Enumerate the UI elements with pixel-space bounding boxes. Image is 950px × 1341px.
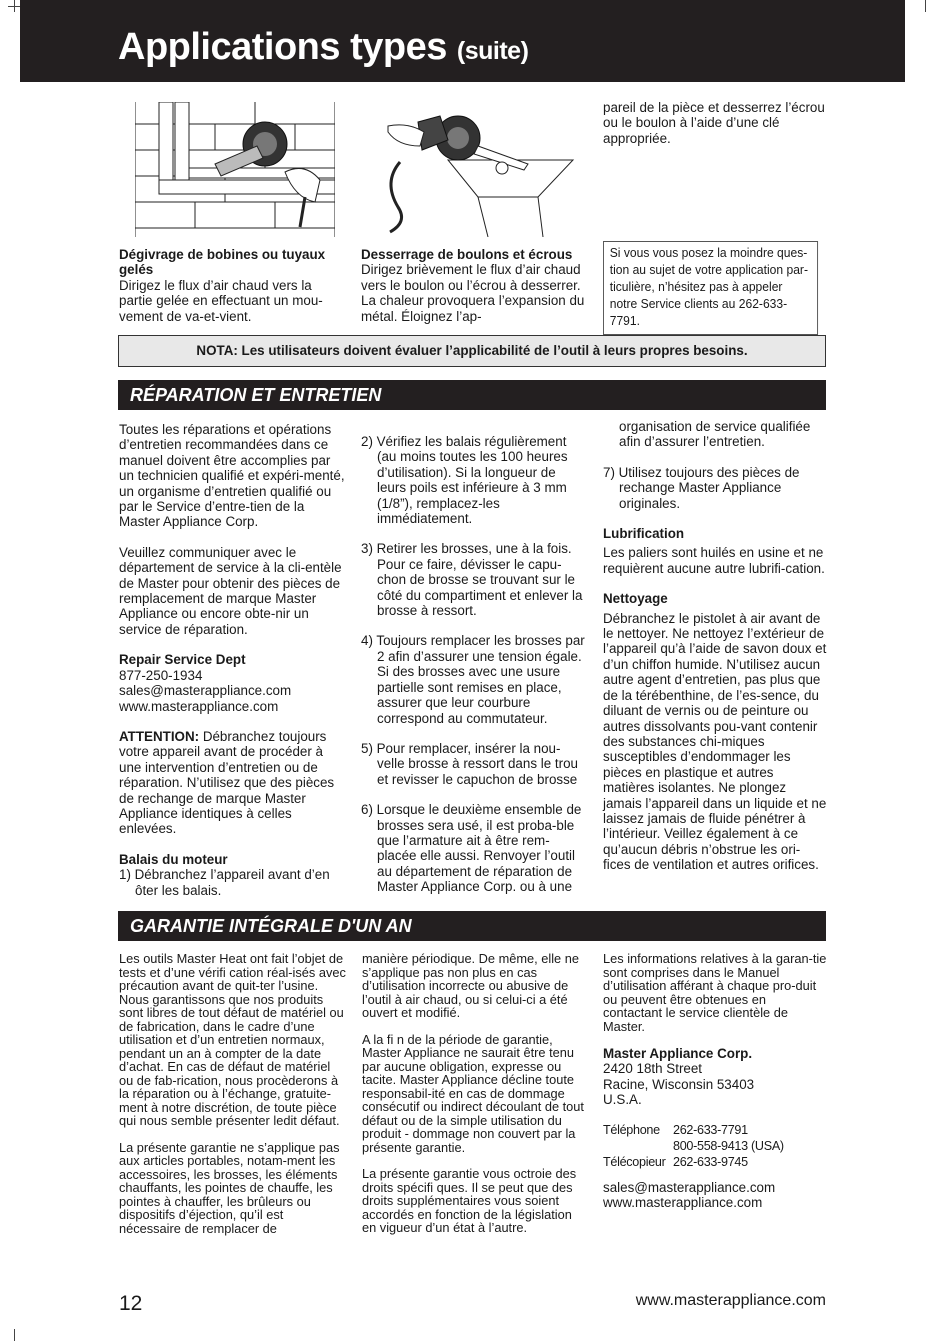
illustration-frozen-pipe — [135, 102, 335, 237]
illustration-loosen-bolt — [378, 102, 588, 237]
loosen-bolt-heading: Desserrage de boulons et écrous — [361, 247, 573, 262]
brushes-step-3: 3) Retirer les brosses, une à la fois. Pour ce faire, dévisser le capu-chon de brosse se trouvant sur le côté du compartiment et enlever la brosse à ressort. — [361, 541, 583, 619]
brushes-step-2: 2) Vérifiez les balais régulièrement (au moins toutes les 100 heures d’utilisation). Si la longueur de leurs poils est inférieure à 3 mm (1/8”), remplacez-les immédiatement. — [361, 434, 568, 527]
repair-section-title: RÉPARATION ET ENTRETIEN — [130, 385, 382, 405]
loosen-bolt-drawing — [378, 102, 588, 237]
frozen-pipe-heading: Dégivrage de bobines ou tuyaux gelés — [119, 247, 326, 278]
phone-label: Téléphone — [603, 1122, 660, 1137]
fax-label: Télécopieur — [603, 1154, 666, 1169]
phone-table — [603, 1122, 827, 1172]
brushes-step-1: 1) Débranchez l’appareil avant d’en ôter les balais. — [119, 867, 330, 898]
brushes-step-6-continued: organisation de service qualifiée afin d’assurer l’entretien. — [619, 419, 811, 450]
crop-mark — [14, 0, 15, 12]
frozen-pipe-section — [119, 247, 344, 324]
company-address — [603, 1061, 827, 1107]
repair-dept-phone: 877-250-1934 — [119, 667, 203, 683]
title-text: Applications types — [118, 26, 447, 68]
repair-column-1 — [119, 422, 347, 898]
lubrication-title: Lubrification — [603, 526, 685, 542]
page-title — [118, 26, 528, 69]
repair-dept-title: Repair Service Dept — [119, 652, 246, 668]
brushes-step-6: 6) Lorsque le deuxième ensemble de brosses sera usé, il est proba-ble que l’armature ait à être rem-placée elle aussi. Renvoyer l’outil au département de réparation de Master Appliance Corp. ou à une — [361, 802, 582, 895]
frozen-pipe-text: Dirigez le flux d’air chaud vers la partie gelée en effectuant un mou-vement de va-et-vient. — [119, 277, 323, 324]
lubrication-text: Les paliers sont huilés en usine et ne requièrent aucune autre lubrifi-cation. — [603, 545, 825, 576]
crop-mark — [925, 0, 926, 12]
address-line-3: U.S.A. — [603, 1092, 642, 1108]
title-suite: (suite) — [456, 37, 529, 65]
repair-column-3 — [603, 419, 827, 873]
warranty-coverage: Les outils Master Heat ont fait l’objet de tests et d’une vérifi cation réal-isés avec précaution avant de quit-ter l’usine. Nous garantissons que nos produits sont libres de tout défaut de matériel ou de fabrication, dans le cadre d’une utilisation et d’un entretien normaux, pendant un an à compter de la date d’achat. En cas de défaut de matériel ou de fab-rication, nous procèderons à la réparation ou à l’échange, gratuite-ment à notre discrétion, de toute pièce qui nous semble présenter ledit défaut. — [119, 951, 346, 1128]
loosen-bolt-continued: pareil de la pièce et desserrez l’écrou ou le boulon à l’aide d’une clé appropriée. — [603, 100, 825, 146]
warranty-rights: La présente garantie vous octroie des droits spécifi ques. Il se peut que des droits supplémentaires vous soient accordés en fonction de la législation en vigueur d’un état à l’autre. — [362, 1166, 577, 1235]
repair-dept-email: sales@masterappliance.com — [119, 683, 292, 699]
footer-url: www.masterappliance.com — [635, 1292, 826, 1309]
address-line-1: 2420 18th Street — [603, 1061, 703, 1077]
fax-number: 262-633-9745 — [673, 1154, 748, 1169]
brushes-step-4: 4) Toujours remplacer les brosses par 2 afin d’assurer une tension égale. Si des brosses avec une usure partielle sont remises en place, assurer que leur courbure correspond au commutateur. — [361, 633, 585, 726]
frozen-pipe-drawing — [135, 102, 335, 237]
brushes-step-7: 7) Utilisez toujours des pièces de rechange Master Appliance originales. — [603, 464, 800, 511]
repair-dept-web: www.masterappliance.com — [119, 698, 279, 714]
attention-label: ATTENTION: — [119, 728, 200, 744]
warranty-exclusions: La présente garantie ne s’applique pas aux articles portables, notam-ment les accessoires, les brosses, les éléments chauffants, les pointes de chauffe, les pointes à chauffer, les brûleurs ou dispositifs d’éjection, qu’il est nécessaire de remplacer de — [119, 1139, 340, 1236]
company-contact — [603, 1180, 827, 1211]
warranty-section-header — [118, 911, 826, 941]
attention-text: Débranchez toujours votre appareil avant de procéder à une intervention d’entretien ou de réparation. N’utilisez que des pièces de rechange de marque Master Appliance identiques à celles enlevées. — [119, 728, 335, 837]
warranty-column-2 — [362, 952, 587, 1235]
cleaning-text: Débranchez le pistolet à air avant de le nettoyer. Ne nettoyez l’extérieur de l’appareil qu’à l’aide de savon doux et d’un chiffon humide. N’utilisez aucun autre agent d’entretien, pas plus que de la térébenthine, de l’es-sence, du diluant de vernis ou de peinture ou autres dissolvants pou-vant contenir des substances chi-miques susceptibles d’endommager les pièces en plastique et autres matières isolantes. Ne plongez jamais l’appareil dans un liquide et ne laissez jamais de fluide pénétrer à l’intérieur. Veillez également à ce qu’aucun débris n’obstrue les ori-fices de ventilation et autres orifices. — [603, 610, 827, 873]
warranty-column-3 — [603, 952, 827, 1210]
warranty-column-1 — [119, 952, 347, 1235]
cleaning-title: Nettoyage — [603, 591, 668, 607]
company-email: sales@masterappliance.com — [603, 1179, 776, 1195]
phone-number-1: 262-633-7791 — [673, 1122, 748, 1137]
repair-section-header — [118, 380, 826, 410]
attention-paragraph — [119, 729, 347, 837]
repair-column-2 — [361, 434, 587, 910]
repair-contact-info: Veuillez communiquer avec le département de service à la cli-entèle de Master pour obtenir des pièces de remplacement de marque Master Appliance ou encore obte-nir un service de réparation. — [119, 544, 342, 637]
company-name: Master Appliance Corp. — [603, 1046, 753, 1061]
warranty-info: Les informations relatives à la garan-tie sont comprises dans le Manuel d’utilisation afférant à chaque pro-duit ou peuvent être obtenues en contactant le service clientèle de Master. — [603, 951, 827, 1034]
loosen-bolt-section — [361, 247, 589, 324]
nota-bar: NOTA: Les utilisateurs doivent évaluer l’applicabilité de l’outil à leurs propres besoins. — [118, 335, 826, 367]
warranty-section-title: GARANTIE INTÉGRALE D'UN AN — [130, 916, 412, 936]
warranty-exclusions-continued: manière périodique. De même, elle ne s’applique pas non plus en cas d’utilisation incorrecte ou abusive de l’outil à air chaud, ou si celui-ci a été ouvert et modifié. — [362, 951, 579, 1020]
phone-number-2: 800-558-9413 (USA) — [673, 1138, 784, 1153]
company-website: www.masterappliance.com — [603, 1195, 763, 1211]
loosen-bolt-text: Dirigez brièvement le flux d’air chaud vers le boulon ou l’écrou à desserrer. La chaleur provoquera l’expansion du métal. Éloignez l’ap- — [361, 262, 585, 324]
repair-intro: Toutes les réparations et opérations d’entretien recommandées dans ce manuel doivent être accomplies par un technicien qualifié et expéri-menté, un organisme d’entretien qualifié ou par le Service d’entre-tien de la Master Appliance Corp. — [119, 422, 345, 530]
notice-box: Si vous vous posez la moindre ques-tion au sujet de votre application par-ticulière, n’hésitez pas à appeler notre Service clients au 262-633-7791. — [603, 241, 818, 335]
page-header — [20, 0, 905, 82]
warranty-end-period: A la fi n de la période de garantie, Master Appliance ne saurait être tenu par aucune obligation, expresse ou tacite. Master Appliance décline toute responsabil-ité en cas de dommage consécutif ou indirect découlant de tout défaut ou de la simple utilisation du produit - dommage non couvert par la présente garantie. — [362, 1031, 584, 1155]
brushes-step-5: 5) Pour remplacer, insérer la nou-velle brosse à ressort dans le trou et revisser le capuchon de brosse — [361, 740, 578, 787]
brushes-title: Balais du moteur — [119, 851, 228, 867]
address-line-2: Racine, Wisconsin 53403 — [603, 1076, 755, 1092]
crop-mark — [14, 1329, 15, 1341]
page-number: 12 — [119, 1292, 143, 1315]
